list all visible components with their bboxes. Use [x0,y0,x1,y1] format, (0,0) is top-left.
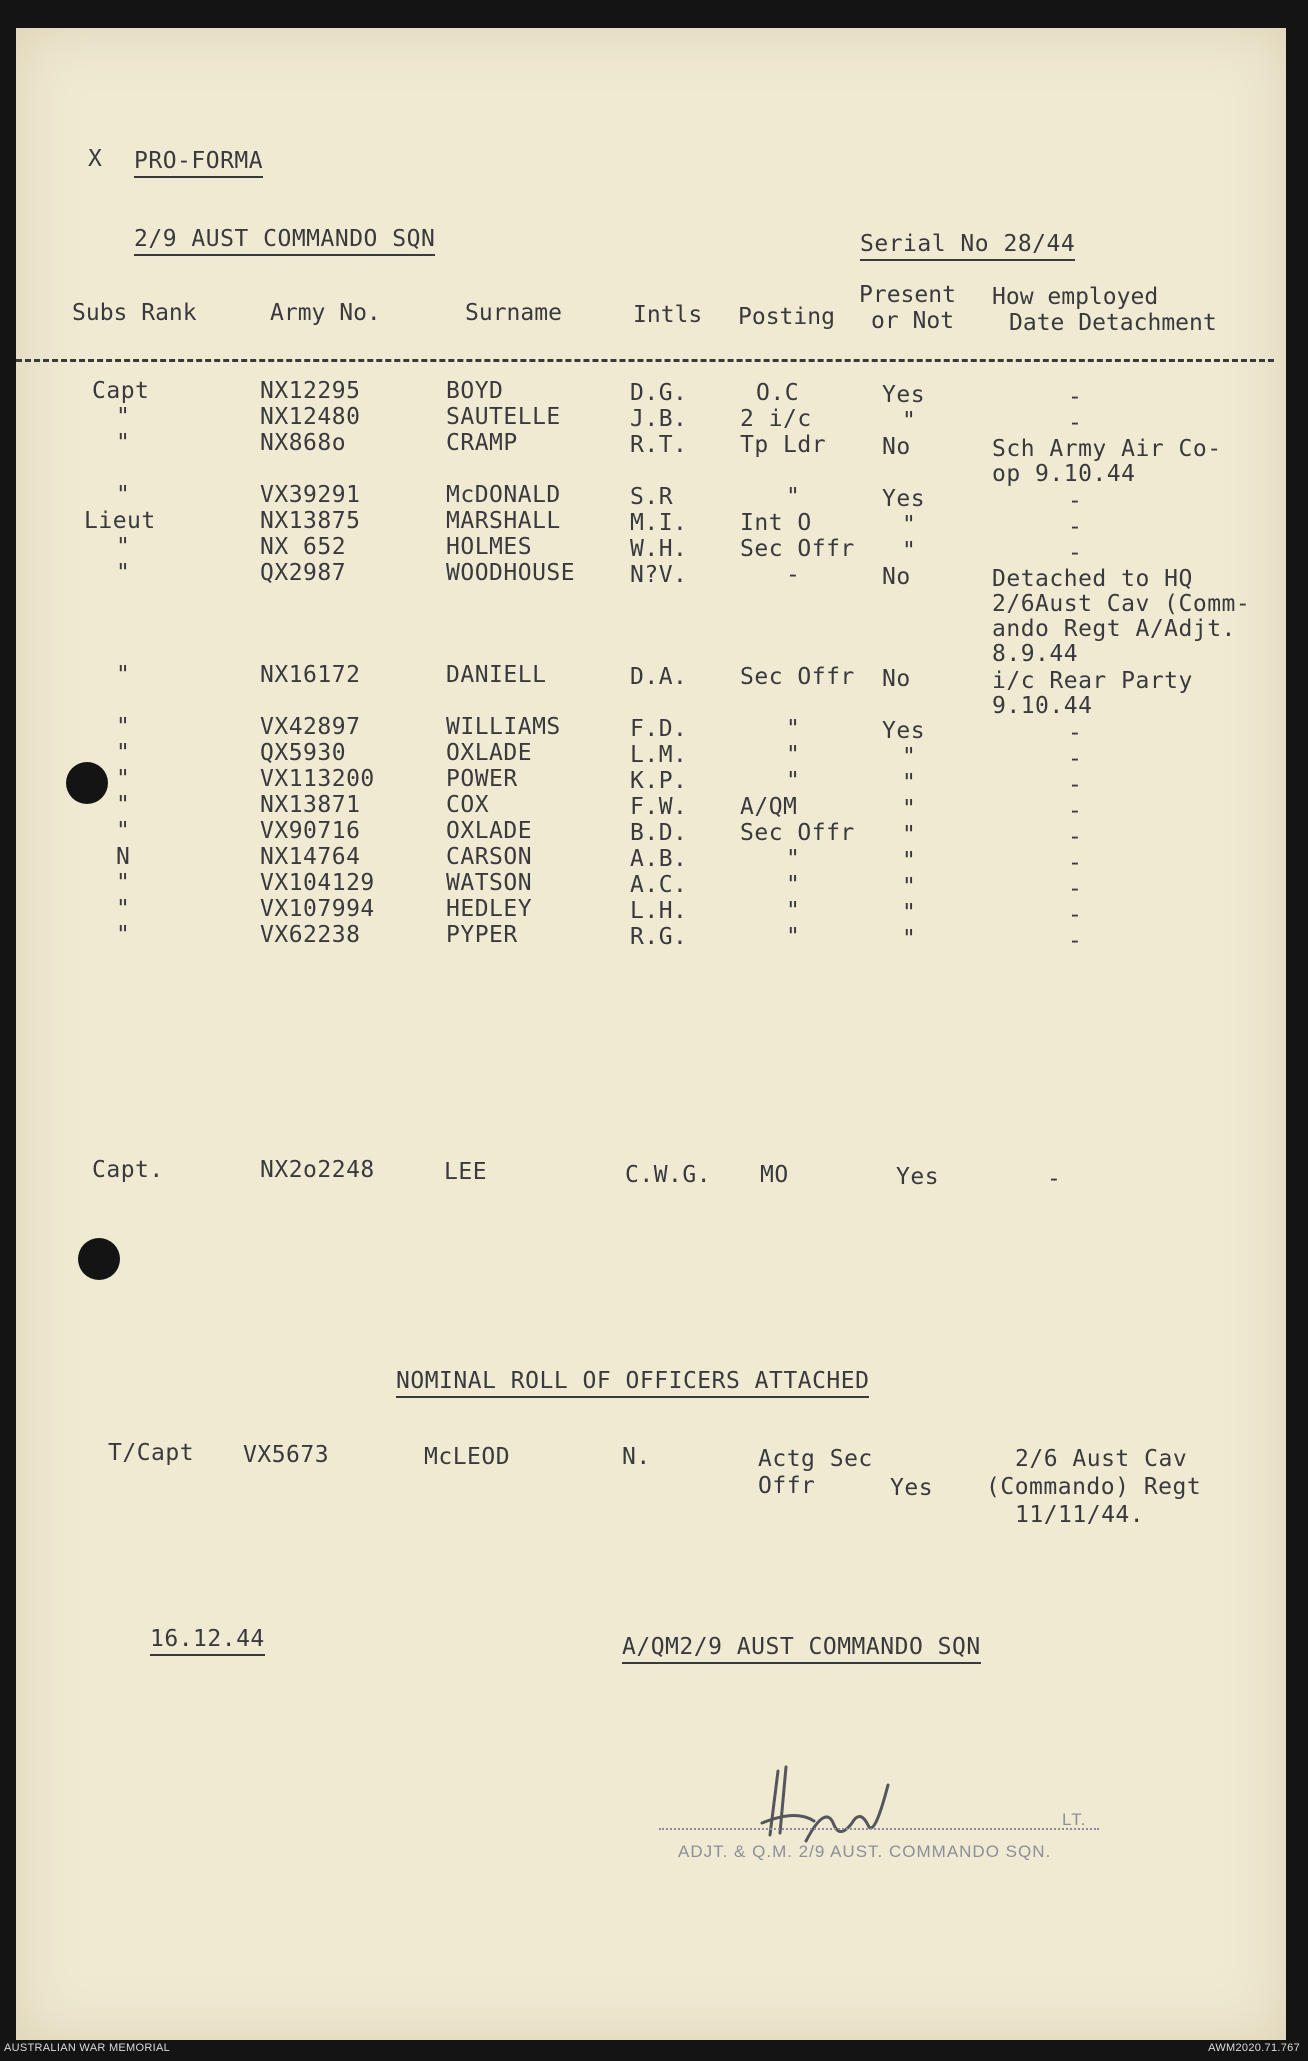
row-posting: " [786,872,801,898]
document-title: PRO-FORMA [134,148,263,178]
row-how-employed: Detached to HQ [992,566,1193,592]
row-intls: W.H. [630,536,688,562]
row-surname: POWER [446,766,518,792]
signature-line [659,1806,1099,1830]
row-surname: OXLADE [446,740,533,766]
header-rule [16,359,1274,362]
footer-date: 16.12.44 [150,1626,265,1656]
row-rank: " [116,404,131,430]
row-present: " [902,796,917,822]
row-posting: " [786,924,801,950]
row-rank: " [116,896,131,922]
col-surname: Surname [465,300,562,326]
row-surname: CARSON [446,844,533,870]
row-rank: " [116,792,131,818]
row-army-no: NX12295 [260,378,361,404]
stamp-text: ADJT. & Q.M. 2/9 AUST. COMMANDO SQN. [678,1842,1052,1861]
row-army-no: NX13875 [260,508,361,534]
row-present: Yes [882,382,926,408]
row-how-employed: - [1068,488,1083,514]
row-how-employed: - [1068,824,1083,850]
row-posting: " [786,768,801,794]
row-how-employed: i/c Rear Party [992,668,1193,694]
row-posting: " [786,742,801,768]
row-army-no: NX16172 [260,662,361,688]
row-army-no: NX12480 [260,404,361,430]
unit-name: 2/9 AUST COMMANDO SQN [134,226,435,256]
row-intls: F.D. [630,716,688,742]
credit-right: AWM2020.71.767 [1208,2042,1300,2054]
row-surname: OXLADE [446,818,533,844]
attached-rank: T/Capt [108,1440,195,1466]
row-present: Yes [882,486,926,512]
attached-how-1: 2/6 Aust Cav [1015,1446,1188,1472]
row-how-employed: - [1068,384,1083,410]
row-present: " [902,900,917,926]
mo-army-no: NX2o2248 [260,1157,375,1183]
row-posting: " [786,898,801,924]
row-intls: A.C. [630,872,688,898]
row-present: " [902,512,917,538]
row-rank: " [116,534,131,560]
row-army-no: VX39291 [260,482,361,508]
row-posting: " [786,846,801,872]
row-surname: McDONALD [446,482,561,508]
row-rank: " [116,818,131,844]
attached-posting-1: Actg Sec [758,1446,873,1472]
col-posting: Posting [738,304,835,330]
mo-present: Yes [896,1164,940,1190]
row-rank: " [116,870,131,896]
row-army-no: VX90716 [260,818,361,844]
mo-intls: C.W.G. [625,1162,712,1188]
row-present: No [882,666,911,692]
row-present: No [882,434,911,460]
row-how-employed: - [1068,876,1083,902]
row-surname: COX [446,792,490,818]
row-army-no: VX113200 [260,766,375,792]
row-surname: DANIELL [446,662,547,688]
row-intls: R.T. [630,432,688,458]
attached-heading: NOMINAL ROLL OF OFFICERS ATTACHED [396,1368,869,1398]
attached-how-3: 11/11/44. [1015,1502,1145,1528]
col-how-1: How employed [992,284,1159,310]
row-present: " [902,848,917,874]
row-intls: L.H. [630,898,688,924]
row-rank: " [116,430,131,456]
row-surname: WATSON [446,870,533,896]
row-posting: Sec Offr [740,536,855,562]
row-army-no: VX42897 [260,714,361,740]
row-how-employed: 8.9.44 [992,641,1079,667]
row-posting: Tp Ldr [740,432,827,458]
row-present: " [902,744,917,770]
row-rank: " [116,662,131,688]
row-posting: Sec Offr [740,820,855,846]
row-posting: O.C [756,380,800,406]
row-rank: Capt [92,378,150,404]
row-army-no: VX104129 [260,870,375,896]
row-how-employed: op 9.10.44 [992,461,1136,487]
col-army-no: Army No. [270,300,381,326]
row-army-no: NX 652 [260,534,347,560]
row-posting: " [786,484,801,510]
row-present: No [882,564,911,590]
row-posting: Sec Offr [740,664,855,690]
col-present-2: or Not [871,308,955,334]
row-army-no: VX107994 [260,896,375,922]
row-how-employed: - [1068,928,1083,954]
row-how-employed: 2/6Aust Cav (Comm- [992,591,1251,617]
row-rank: " [116,740,131,766]
row-rank: " [116,482,131,508]
attached-army-no: VX5673 [243,1442,330,1468]
mark-x: X [88,146,103,172]
row-present: " [902,538,917,564]
row-surname: PYPER [446,922,518,948]
mo-rank: Capt. [92,1157,164,1183]
row-intls: N?V. [630,562,688,588]
col-intls: Intls [633,302,703,328]
mo-surname: LEE [444,1159,488,1185]
row-surname: WILLIAMS [446,714,561,740]
punch-hole-top [66,762,108,804]
document-page [16,28,1286,2040]
row-how-employed: - [1068,410,1083,436]
row-army-no: QX2987 [260,560,347,586]
row-surname: MARSHALL [446,508,561,534]
row-intls: J.B. [630,406,688,432]
stamp-rank: LT. [1062,1810,1087,1829]
row-present: " [902,926,917,952]
col-how-2: Date Detachment [1009,310,1217,336]
row-posting: " [786,716,801,742]
row-how-employed: - [1068,746,1083,772]
row-rank: " [116,714,131,740]
row-present: " [902,822,917,848]
punch-hole-bottom [78,1238,120,1280]
row-surname: WOODHOUSE [446,560,576,586]
row-surname: CRAMP [446,430,518,456]
mo-how: - [1047,1166,1062,1192]
attached-surname: McLEOD [424,1444,511,1470]
row-how-employed: - [1068,720,1083,746]
mo-posting: MO [760,1162,789,1188]
row-army-no: NX868o [260,430,347,456]
row-rank: " [116,560,131,586]
attached-how-2: (Commando) Regt [986,1474,1202,1500]
row-surname: SAUTELLE [446,404,561,430]
row-intls: B.D. [630,820,688,846]
row-posting: Int O [740,510,812,536]
row-present: Yes [882,718,926,744]
row-army-no: QX5930 [260,740,347,766]
row-intls: D.A. [630,664,688,690]
row-army-no: NX14764 [260,844,361,870]
row-how-employed: - [1068,850,1083,876]
row-how-employed: 9.10.44 [992,693,1093,719]
row-how-employed: - [1068,772,1083,798]
row-present: " [902,874,917,900]
row-surname: HEDLEY [446,896,533,922]
row-how-employed: - [1068,540,1083,566]
row-rank: N [116,844,131,870]
row-surname: BOYD [446,378,504,404]
row-how-employed: - [1068,514,1083,540]
row-intls: K.P. [630,768,688,794]
row-intls: R.G. [630,924,688,950]
row-posting: A/QM [740,794,798,820]
col-subs-rank: Subs Rank [72,300,197,326]
attached-present: Yes [890,1475,934,1501]
row-present: " [902,770,917,796]
row-posting: 2 i/c [740,406,812,432]
row-how-employed: - [1068,902,1083,928]
row-rank: " [116,922,131,948]
row-army-no: NX13871 [260,792,361,818]
attached-posting-2: Offr [758,1473,816,1499]
row-army-no: VX62238 [260,922,361,948]
attached-intls: N. [622,1444,651,1470]
row-surname: HOLMES [446,534,533,560]
row-intls: M.I. [630,510,688,536]
row-how-employed: Sch Army Air Co- [992,436,1222,462]
row-intls: F.W. [630,794,688,820]
row-how-employed: ando Regt A/Adjt. [992,616,1236,642]
row-how-employed: - [1068,798,1083,824]
row-intls: D.G. [630,380,688,406]
row-present: " [902,408,917,434]
footer-signoff: A/QM2/9 AUST COMMANDO SQN [622,1634,981,1664]
col-present-1: Present [859,282,956,308]
row-rank: " [116,766,131,792]
row-intls: S.R [630,484,674,510]
credit-left: AUSTRALIAN WAR MEMORIAL [4,2042,171,2054]
row-posting: - [786,562,801,588]
row-intls: A.B. [630,846,688,872]
row-rank: Lieut [84,508,156,534]
row-intls: L.M. [630,742,688,768]
serial-number: Serial No 28/44 [860,231,1075,261]
